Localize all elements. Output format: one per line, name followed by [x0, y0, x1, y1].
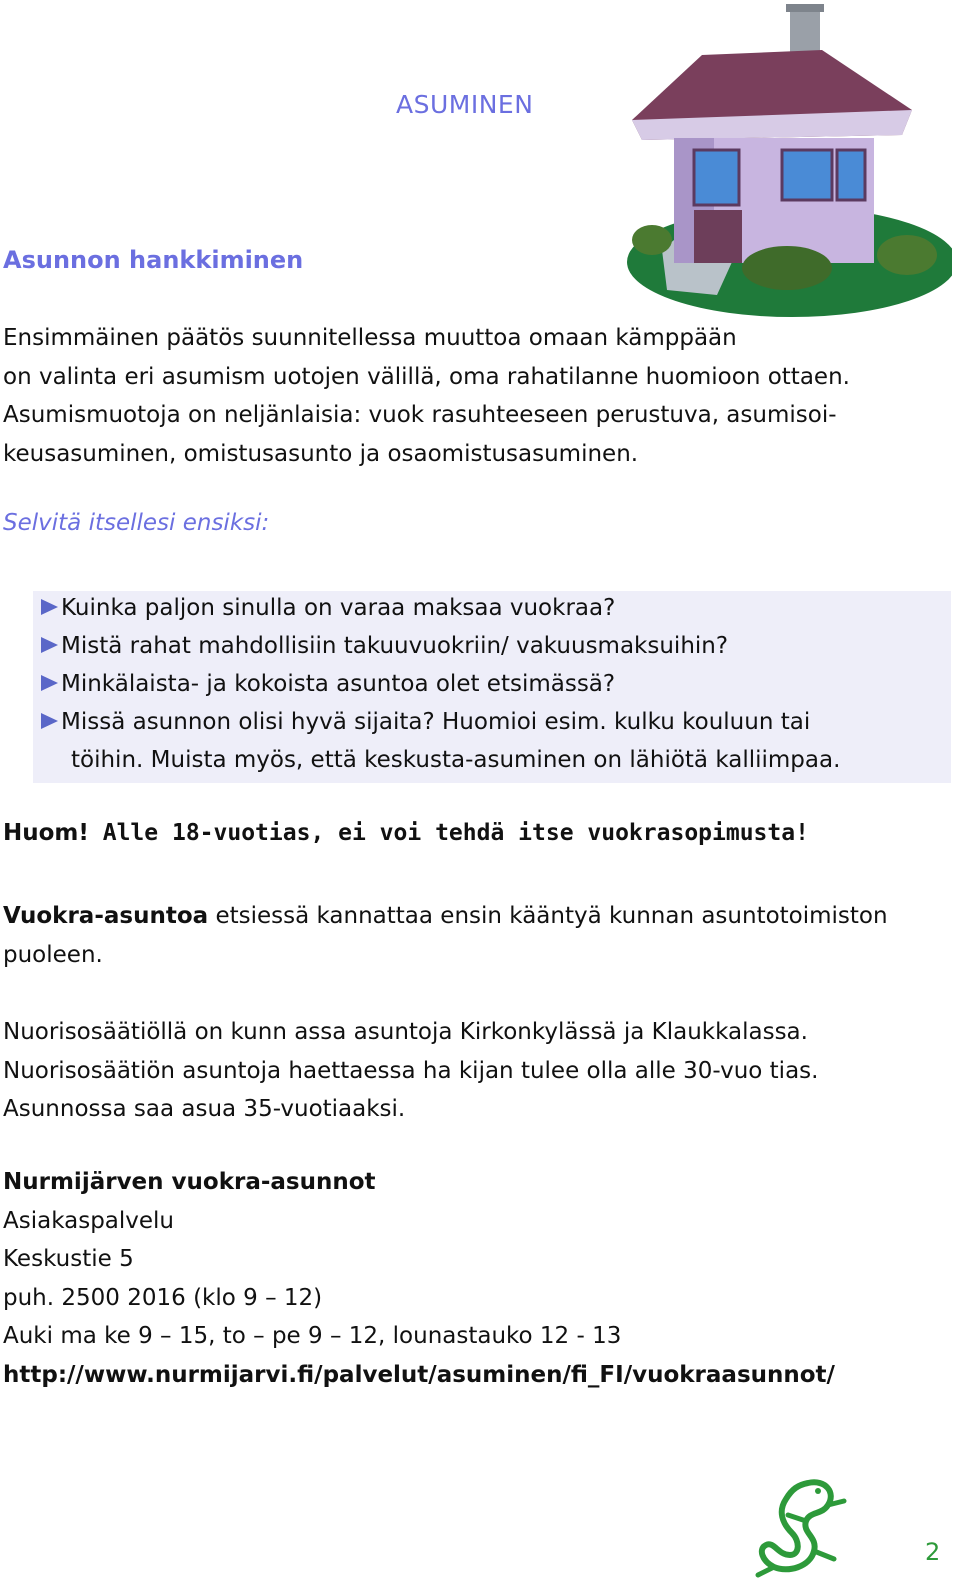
- section-heading: Asunnon hankkiminen: [3, 246, 304, 274]
- intro-line: Asumismuotoja on neljänlaisia: vuok rasuhteeseen perustuva, asumisoi-: [3, 402, 837, 428]
- question-item: Mistä rahat mahdollisiin takuuvuokriin/ vakuusmaksuihin?: [41, 633, 728, 659]
- page-number: 2: [925, 1538, 941, 1566]
- prompt-text: Selvitä itsellesi ensiksi:: [3, 510, 270, 536]
- intro-line: Ensimmäinen päätös suunnitellessa muuttoa omaan kämppään: [3, 325, 737, 351]
- question-box: [33, 591, 951, 783]
- contact-service: Asiakaspalvelu: [3, 1207, 175, 1234]
- youth-line: Asunnossa saa asua 35-vuotiaaksi.: [3, 1096, 406, 1122]
- warning-line: [3, 820, 809, 846]
- triangle-arrow-icon: [41, 599, 58, 615]
- youth-line: Nuorisosäätiöllä on kunn assa asuntoja Kirkonkylässä ja Klaukkalassa.: [3, 1019, 808, 1045]
- intro-line: on valinta eri asumism uotojen välillä, oma rahatilanne huomioon ottaen.: [3, 363, 850, 390]
- rent-paragraph: [3, 897, 888, 974]
- question-item: Kuinka paljon sinulla on varaa maksaa vuokraa?: [41, 595, 615, 621]
- contact-name: Nurmijärven vuokra-asunnot: [3, 1169, 376, 1195]
- house-illustration: [622, 0, 952, 322]
- triangle-arrow-icon: [41, 637, 58, 653]
- rent-text-2: puoleen.: [3, 941, 103, 968]
- intro-paragraph: [3, 319, 850, 473]
- contact-url-link[interactable]: http://www.nurmijarvi.fi/palvelut/asuminen/fi_FI/vuokraasunnot/: [3, 1361, 835, 1388]
- contact-address: Keskustie 5: [3, 1246, 134, 1272]
- youth-paragraph: [3, 1013, 818, 1129]
- question-continuation: töihin. Muista myös, että keskusta-asuminen on lähiötä kalliimpaa.: [71, 747, 841, 773]
- rent-text: etsiessä kannattaa ensin kääntyä kunnan asuntotoimiston: [208, 903, 888, 929]
- warning-text: Alle 18-vuotias, ei voi tehdä itse vuokrasopimusta!: [88, 820, 809, 846]
- intro-line: keusasuminen, omistusasunto ja osaomistusasuminen.: [3, 440, 639, 467]
- triangle-arrow-icon: [41, 675, 58, 691]
- question-item: Minkälaista- ja kokoista asuntoa olet etsimässä?: [41, 671, 615, 697]
- question-item: Missä asunnon olisi hyvä sijaita? Huomioi esim. kulku kouluun tai: [41, 709, 810, 735]
- contact-block: [3, 1163, 835, 1394]
- youth-line: Nuorisosäätiön asuntoja haettaessa ha kijan tulee olla alle 30-vuo tias.: [3, 1057, 819, 1084]
- contact-phone: puh. 2500 2016 (klo 9 – 12): [3, 1284, 323, 1311]
- rent-bold: Vuokra-asuntoa: [3, 903, 209, 929]
- lizard-logo: [748, 1475, 850, 1583]
- contact-hours: Auki ma ke 9 – 15, to – pe 9 – 12, lounastauko 12 - 13: [3, 1323, 622, 1349]
- triangle-arrow-icon: [41, 713, 58, 729]
- page-title: ASUMINEN: [396, 90, 534, 119]
- warning-lead: Huom!: [3, 820, 89, 846]
